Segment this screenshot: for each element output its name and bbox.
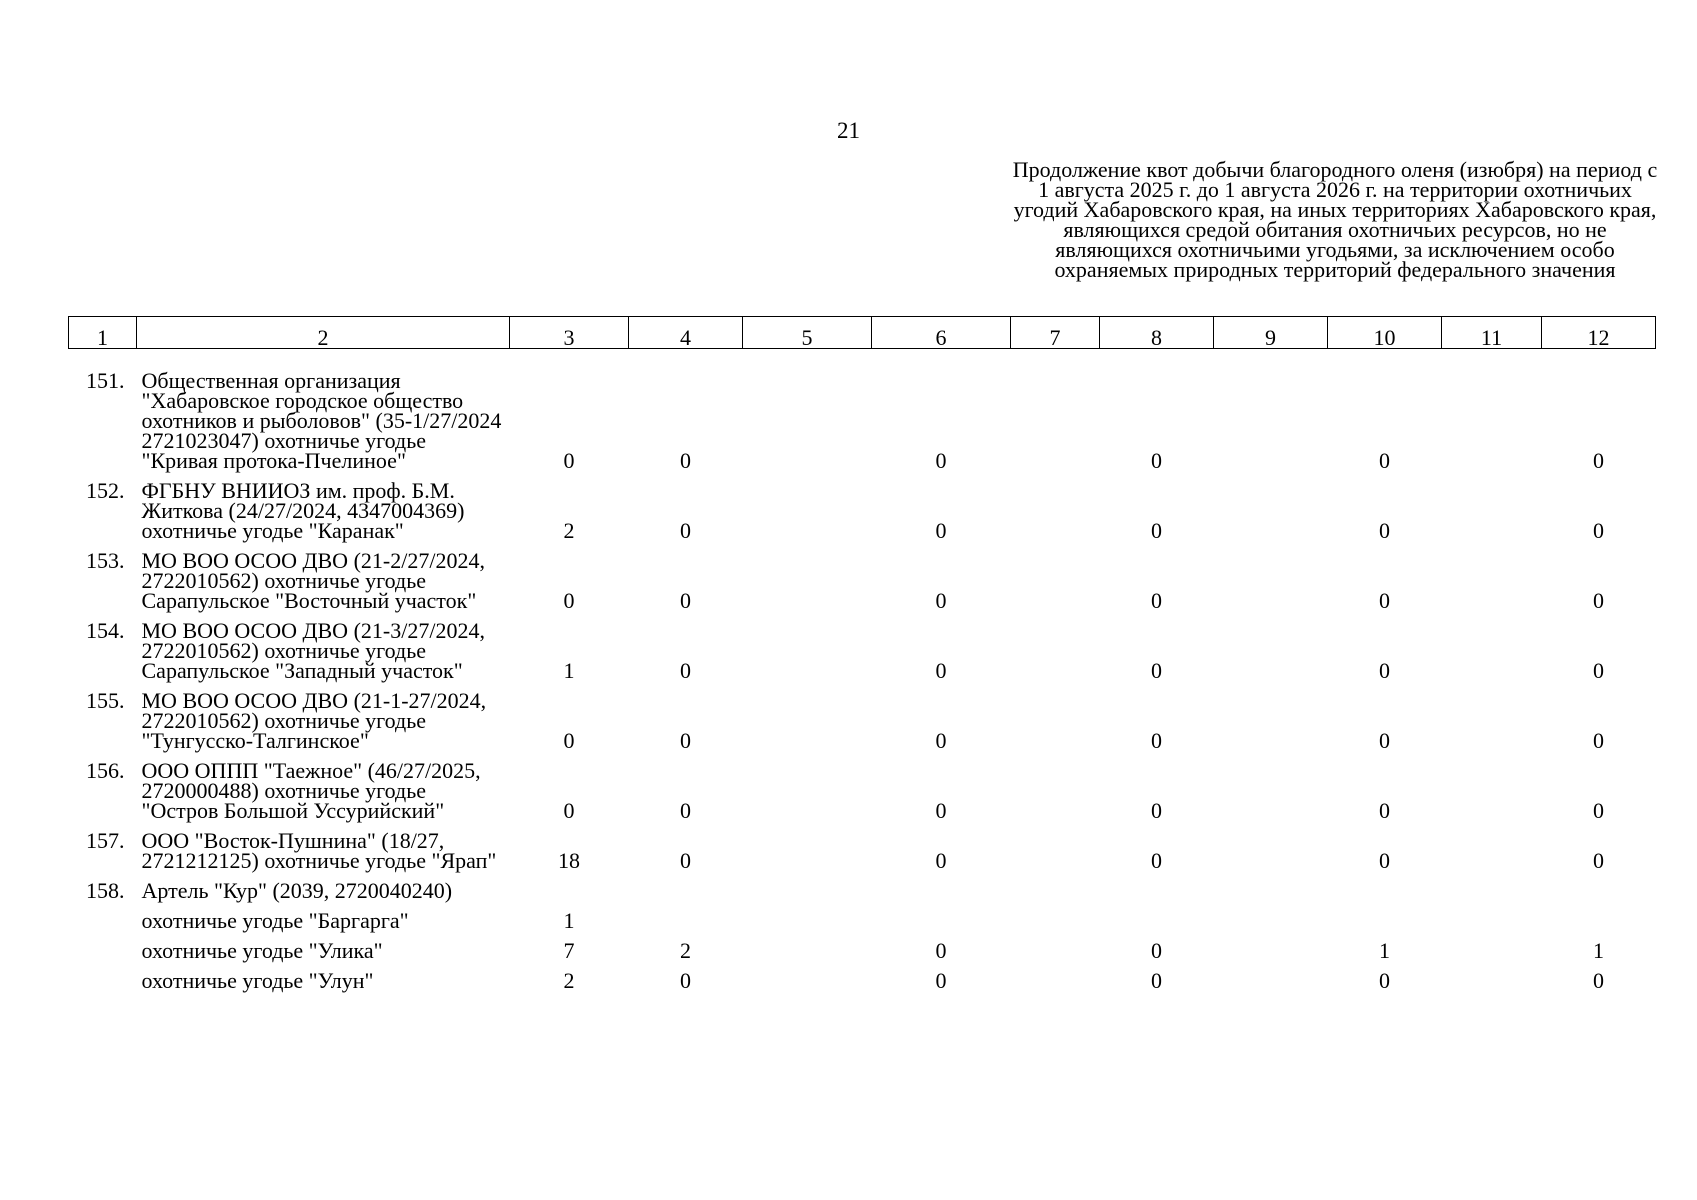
quota-value-c4: 0	[680, 968, 691, 993]
quota-value-c6	[872, 901, 1011, 931]
quota-value-c6: 0	[935, 968, 947, 993]
quota-value-c11	[1442, 751, 1542, 821]
quota-value-c5	[743, 871, 872, 901]
table-row	[69, 681, 1656, 751]
hunting-ground-name: охотничье угодье "Улика"	[141, 938, 383, 963]
quota-value-c6: 0	[935, 798, 947, 823]
quota-value-c4	[629, 871, 743, 901]
column-header: 7	[1011, 317, 1100, 349]
quota-value-c5	[743, 751, 872, 821]
quota-value-c12	[1542, 901, 1656, 931]
quota-value-c3: 0	[563, 798, 575, 823]
quota-value-c4: 0	[680, 728, 691, 753]
quota-value-c8: 0	[1151, 658, 1162, 683]
quota-value-c11	[1442, 901, 1542, 931]
column-header: 3	[510, 317, 629, 349]
row-number: 158.	[86, 878, 125, 903]
quota-value-c3: 18	[558, 848, 580, 873]
quota-value-c6: 0	[935, 448, 947, 473]
hunting-ground-name: ФГБНУ ВНИИОЗ им. проф. Б.М. Житкова (24/27/2024, 4347004369) охотничье угодье "Каранак"	[141, 478, 465, 543]
row-number: 154.	[86, 618, 125, 643]
quota-value-c10: 0	[1379, 518, 1390, 543]
hunting-ground-name: Общественная организация "Хабаровское городское общество охотников и рыболовов" (35-1/27/2024 2721023047) охотничье угодье "Кривая протока-Пчелиное"	[141, 368, 502, 473]
table-row	[69, 471, 1656, 541]
quota-value-c11	[1442, 361, 1542, 471]
column-header: 1	[69, 317, 137, 349]
table-row	[69, 961, 1656, 991]
quota-value-c4: 0	[680, 448, 691, 473]
table-spacer	[69, 349, 1656, 362]
table-row	[69, 821, 1656, 871]
quota-value-c10: 0	[1379, 588, 1390, 613]
quota-value-c5	[743, 611, 872, 681]
table-row	[69, 541, 1656, 611]
quota-value-c11	[1442, 871, 1542, 901]
quota-value-c8: 0	[1151, 588, 1162, 613]
column-header: 2	[137, 317, 510, 349]
quota-value-c10: 0	[1379, 448, 1390, 473]
hunting-ground-name: ООО ОППП "Таежное" (46/27/2025, 2720000488) охотничье угодье "Остров Большой Уссурийский"	[141, 758, 481, 823]
quota-value-c7	[1011, 471, 1100, 541]
row-number: 155.	[86, 688, 125, 713]
quota-value-c8: 0	[1151, 728, 1162, 753]
quota-value-c9	[1214, 361, 1328, 471]
quota-value-c3: 0	[563, 448, 575, 473]
quota-value-c5	[743, 931, 872, 961]
quota-value-c11	[1442, 931, 1542, 961]
hunting-ground-name: Артель "Кур" (2039, 2720040240)	[141, 878, 453, 903]
quota-value-c4: 0	[680, 658, 691, 683]
quota-value-c3: 2	[563, 518, 575, 543]
column-number-row	[69, 317, 1656, 349]
quota-value-c3: 2	[563, 968, 575, 993]
quota-value-c8: 0	[1151, 798, 1162, 823]
quota-value-c10	[1328, 871, 1442, 901]
quota-value-c4: 0	[680, 848, 691, 873]
table-row	[69, 751, 1656, 821]
quota-value-c5	[743, 821, 872, 871]
row-number: 152.	[86, 478, 125, 503]
quota-value-c7	[1011, 541, 1100, 611]
quota-value-c12: 0	[1593, 728, 1604, 753]
quota-value-c11	[1442, 611, 1542, 681]
quota-value-c9	[1214, 751, 1328, 821]
quota-value-c6: 0	[935, 588, 947, 613]
quota-value-c4: 0	[680, 518, 691, 543]
quota-value-c12: 0	[1593, 848, 1604, 873]
quota-table	[68, 316, 1656, 991]
quota-value-c7	[1011, 751, 1100, 821]
quota-value-c7	[1011, 361, 1100, 471]
quota-value-c11	[1442, 471, 1542, 541]
quota-value-c4: 0	[680, 588, 691, 613]
quota-value-c7	[1011, 931, 1100, 961]
quota-value-c12: 0	[1593, 798, 1604, 823]
column-header: 9	[1214, 317, 1328, 349]
quota-value-c12: 0	[1593, 968, 1604, 993]
column-header: 11	[1442, 317, 1542, 349]
quota-value-c7	[1011, 901, 1100, 931]
quota-value-c5	[743, 541, 872, 611]
quota-value-c12: 0	[1593, 658, 1604, 683]
quota-value-c8: 0	[1151, 938, 1162, 963]
quota-value-c12	[1542, 871, 1656, 901]
quota-value-c12: 0	[1593, 448, 1604, 473]
table-caption: Продолжение квот добычи благородного оленя (изюбря) на период с 1 августа 2025 г. до 1 августа 2026 г. на территории охотничьих угодий Хабаровского края, на иных территориях Хабаровского края, являющихся средой обитания охотничьих ресурсов, но не являющихся охотничьими угодьями, за исключением особо охраняемых природных территорий федерального значения	[1012, 157, 1658, 282]
quota-value-c4	[629, 901, 743, 931]
quota-value-c4: 2	[680, 938, 691, 963]
quota-value-c6	[872, 871, 1011, 901]
column-header: 12	[1542, 317, 1656, 349]
quota-value-c6: 0	[935, 658, 947, 683]
quota-value-c8	[1100, 901, 1214, 931]
quota-value-c3: 1	[563, 658, 575, 683]
row-number: 157.	[86, 828, 125, 853]
hunting-ground-name: ООО "Восток-Пушнина" (18/27, 2721212125) охотничье угодье "Ярап"	[141, 828, 497, 873]
quota-value-c10: 0	[1379, 798, 1390, 823]
column-header: 10	[1328, 317, 1442, 349]
quota-value-c9	[1214, 681, 1328, 751]
quota-value-c5	[743, 961, 872, 991]
quota-value-c5	[743, 361, 872, 471]
row-number	[69, 901, 137, 931]
quota-value-c3: 0	[563, 728, 575, 753]
quota-value-c11	[1442, 961, 1542, 991]
quota-value-c6: 0	[935, 728, 947, 753]
quota-value-c7	[1011, 681, 1100, 751]
quota-value-c12: 1	[1593, 938, 1604, 963]
quota-value-c9	[1214, 611, 1328, 681]
quota-value-c9	[1214, 931, 1328, 961]
quota-value-c12: 0	[1593, 588, 1604, 613]
quota-value-c10: 0	[1379, 968, 1390, 993]
quota-value-c6: 0	[935, 938, 947, 963]
quota-value-c12: 0	[1593, 518, 1604, 543]
quota-value-c7	[1011, 871, 1100, 901]
quota-value-c6: 0	[935, 848, 947, 873]
quota-value-c10	[1328, 901, 1442, 931]
table-row	[69, 361, 1656, 471]
quota-value-c9	[1214, 821, 1328, 871]
quota-value-c10: 0	[1379, 848, 1390, 873]
row-number: 153.	[86, 548, 125, 573]
quota-value-c3: 1	[563, 908, 575, 933]
column-header: 8	[1100, 317, 1214, 349]
spacer-cell	[69, 349, 1656, 362]
quota-value-c3	[510, 871, 629, 901]
row-number: 156.	[86, 758, 125, 783]
quota-value-c8: 0	[1151, 848, 1162, 873]
quota-value-c10: 1	[1379, 938, 1390, 963]
quota-value-c9	[1214, 541, 1328, 611]
table-row	[69, 611, 1656, 681]
quota-value-c7	[1011, 821, 1100, 871]
quota-value-c7	[1011, 611, 1100, 681]
quota-value-c9	[1214, 961, 1328, 991]
column-header: 6	[872, 317, 1011, 349]
row-number	[69, 961, 137, 991]
quota-value-c5	[743, 901, 872, 931]
hunting-ground-name: МО ВОО ОСОО ДВО (21-2/27/2024, 2722010562) охотничье угодье Сарапульское "Восточный участок"	[141, 548, 485, 613]
quota-value-c5	[743, 681, 872, 751]
quota-value-c7	[1011, 961, 1100, 991]
table-row	[69, 901, 1656, 931]
quota-value-c3: 7	[563, 938, 575, 963]
quota-value-c10: 0	[1379, 658, 1390, 683]
quota-value-c6: 0	[935, 518, 947, 543]
quota-value-c4: 0	[680, 798, 691, 823]
quota-value-c9	[1214, 871, 1328, 901]
hunting-ground-name: МО ВОО ОСОО ДВО (21-1-27/2024, 2722010562) охотничье угодье "Тунгусско-Талгинское"	[141, 688, 487, 753]
row-number	[69, 931, 137, 961]
quota-value-c10: 0	[1379, 728, 1390, 753]
page-number: 21	[837, 118, 860, 143]
hunting-ground-name: охотничье угодье "Улун"	[141, 968, 374, 993]
hunting-ground-name: охотничье угодье "Баргарга"	[141, 908, 409, 933]
quota-value-c11	[1442, 821, 1542, 871]
column-header: 5	[743, 317, 872, 349]
table-row	[69, 931, 1656, 961]
quota-value-c11	[1442, 681, 1542, 751]
quota-value-c9	[1214, 471, 1328, 541]
hunting-ground-name: МО ВОО ОСОО ДВО (21-3/27/2024, 2722010562) охотничье угодье Сарапульское "Западный участок"	[141, 618, 485, 683]
column-header: 4	[629, 317, 743, 349]
quota-value-c3: 0	[563, 588, 575, 613]
quota-value-c5	[743, 471, 872, 541]
row-number: 151.	[86, 368, 125, 393]
quota-value-c9	[1214, 901, 1328, 931]
quota-value-c8: 0	[1151, 518, 1162, 543]
quota-value-c8: 0	[1151, 968, 1162, 993]
quota-value-c8	[1100, 871, 1214, 901]
table-row	[69, 871, 1656, 901]
quota-value-c11	[1442, 541, 1542, 611]
quota-value-c8: 0	[1151, 448, 1162, 473]
